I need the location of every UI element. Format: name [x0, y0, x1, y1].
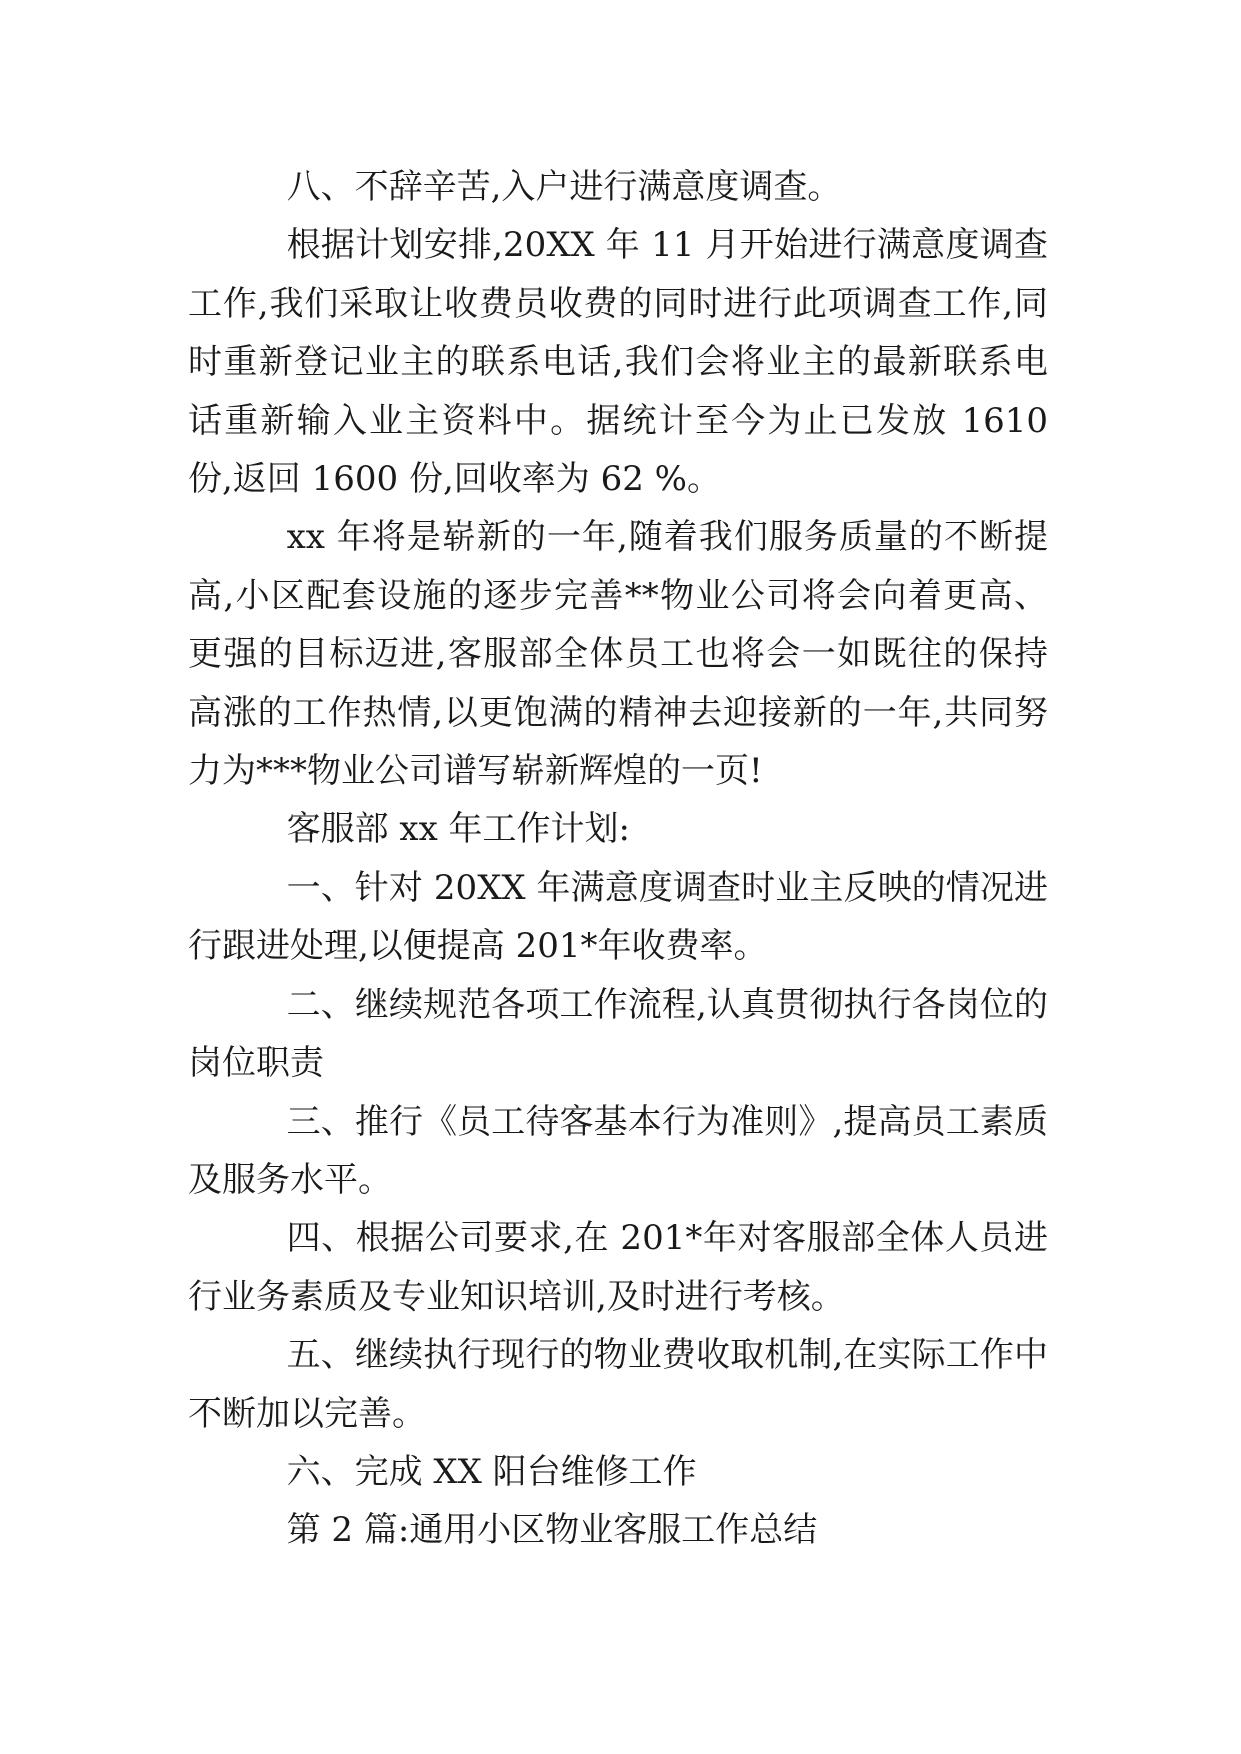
paragraph-plan-item-3: 三、推行《员工待客基本行为准则》,提高员工素质及服务水平。 — [188, 1101, 1048, 1200]
paragraph-plan-item-4: 四、根据公司要求,在 201*年对客服部全体人员进行业务素质及专业知识培训,及时进行考核。 — [188, 1218, 1048, 1317]
paragraph-plan-item-5: 五、继续执行现行的物业费收取机制,在实际工作中不断加以完善。 — [188, 1335, 1048, 1434]
paragraph-plan-item-1: 一、针对 20XX 年满意度调查时业主反映的情况进行跟进处理,以便提高 201*年收费率。 — [188, 867, 1048, 967]
paragraph-survey-heading: 八、不辞辛苦,入户进行满意度调查。 — [286, 167, 842, 207]
paragraph-new-year-outlook: xx 年将是崭新的一年,随着我们服务质量的不断提高,小区配套设施的逐步完善**物业公司将会向着更高、更强的目标迈进,客服部全体员工也将会一如既往的保持高涨的工作热情,以更饱满的精神去迎接新的一年,共同努力为***物业公司谱写崭新辉煌的一页! — [188, 517, 1048, 792]
paragraph-survey-details: 根据计划安排,20XX 年 11 月开始进行满意度调查工作,我们采取让收费员收费的同时进行此项调查工作,同时重新登记业主的联系电话,我们会将业主的最新联系电话重新输入业主资料中。据统计至今为止已发放 1610 份,返回 1600 份,回收率为 62 %。 — [188, 225, 1048, 500]
paragraph-plan-item-6: 六、完成 XX 阳台维修工作 — [286, 1451, 697, 1492]
paragraph-plan-title: 客服部 xx 年工作计划: — [286, 809, 631, 850]
paragraph-next-article-title: 第 2 篇:通用小区物业客服工作总结 — [286, 1510, 818, 1551]
paragraph-plan-item-2: 二、继续规范各项工作流程,认真贯彻执行各岗位的岗位职责 — [188, 984, 1048, 1084]
document-body — [188, 158, 1048, 1560]
